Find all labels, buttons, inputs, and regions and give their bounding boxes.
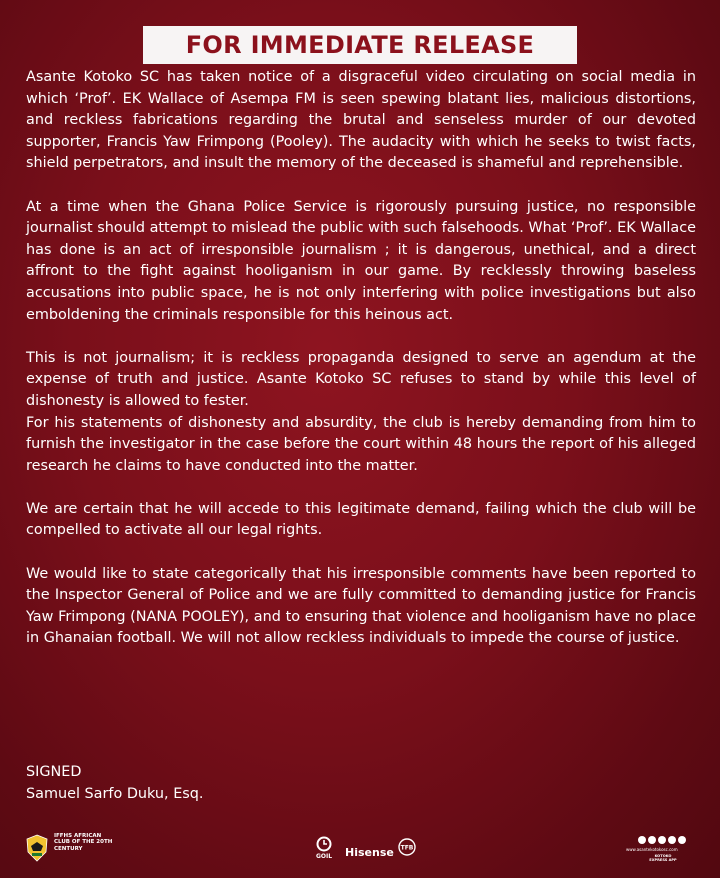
tiktok-icon[interactable] — [678, 836, 686, 844]
footer — [0, 820, 720, 878]
tfb-logo-icon — [398, 838, 416, 856]
title-banner — [143, 26, 577, 64]
hisense-logo: Hisense — [345, 846, 394, 859]
social-icons — [638, 836, 686, 844]
signed-label: SIGNED — [26, 764, 82, 780]
instagram-icon[interactable] — [658, 836, 666, 844]
signature-block — [26, 762, 204, 805]
paragraph-1: Asante Kotoko SC has taken notice of a disgraceful video circulating on social media in which ‘Prof’. EK Wallace of Asempa FM is seen spewing blatant lies, malicious distortions, and reckless fabrications regarding the brutal and senseless murder of our devoted supporter, Francis Yaw Frimpong (Pooley). The audacity with which he seeks to twist facts, shield perpetrators, and insult the memory of the deceased is shameful and reprehensible. — [26, 69, 696, 172]
release-body — [26, 67, 696, 672]
page-title: FOR IMMEDIATE RELEASE — [185, 31, 535, 59]
paragraph-5: We are certain that he will accede to this legitimate demand, failing which the club will be compelled to activate all our legal rights. — [26, 500, 696, 539]
crest-caption: IFFHS AFRICAN CLUB OF THE 20TH CENTURY — [54, 833, 113, 852]
goil-logo-icon — [314, 836, 334, 860]
paragraph-4: For his statements of dishonesty and absurdity, the club is hereby demanding from him to furnish the investigator in the case before the court within 48 hours the report of his alleged research he claims to have conducted into the matter. — [26, 414, 696, 474]
facebook-icon[interactable] — [638, 836, 646, 844]
youtube-icon[interactable] — [668, 836, 676, 844]
goil-label: GOIL — [315, 853, 333, 860]
signatory-name: Samuel Sarfo Duku, Esq. — [26, 785, 204, 802]
paragraph-2: At a time when the Ghana Police Service is rigorously pursuing justice, no responsible journalist should attempt to mislead the public with such falsehoods. What ‘Prof’. EK Wallace has done is an act of irresponsible journalism ; it is dangerous, unethical, and a direct affront to the fight against hooliganism in our game. By recklessly throwing baseless accusations into public space, he is not only interfering with police investigations but also emboldening the criminals responsible for this heinous act. — [26, 198, 696, 323]
paragraph-6: We would like to state categorically that his irresponsible comments have been reported to the Inspector General of Police and we are fully committed to demanding justice for Francis Yaw Frimpong (NANA POOLEY), and to ensuring that violence and hooliganism have no place in Ghanaian football. We will not allow reckless individuals to impede the course of justice. — [26, 565, 696, 647]
website-link[interactable]: www.asantekotokosc.com — [626, 847, 678, 852]
app-badge[interactable]: KOTOKO EXPRESS APP — [649, 854, 677, 862]
kotoko-crest-icon — [26, 834, 48, 862]
tfb-label: TFB — [400, 844, 414, 852]
twitter-icon[interactable] — [648, 836, 656, 844]
paragraph-3: This is not journalism; it is reckless propaganda designed to serve an agendum at the expense of truth and justice. Asante Kotoko SC refuses to stand by while this level of dishonesty is allowed to fester. — [26, 349, 696, 409]
